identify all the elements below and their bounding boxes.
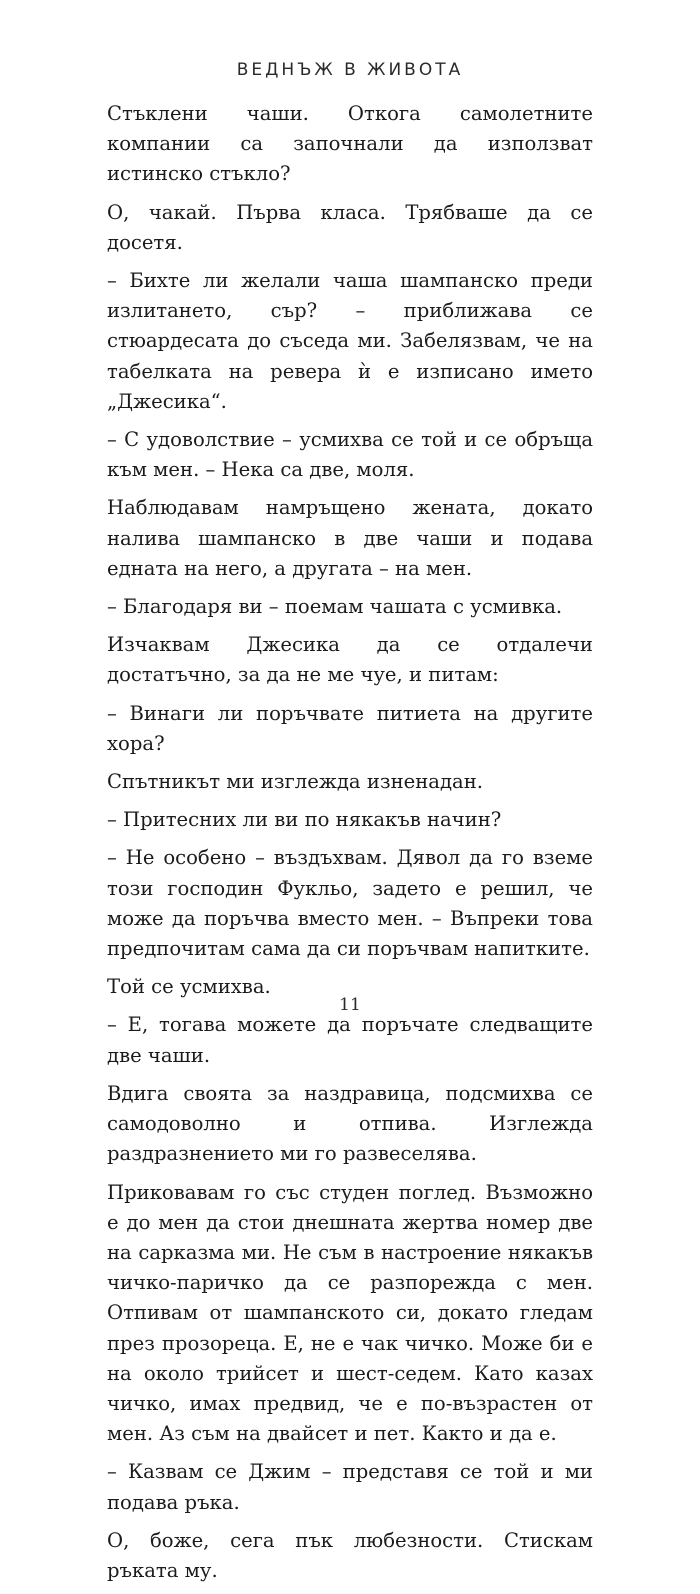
paragraph: Той се усмихва. [107, 975, 271, 999]
paragraph: – Е, тогава можете да поръчате следващите две чаши. [107, 1013, 593, 1067]
paragraph: Наблюдавам намръщено жената, докато налива шампанско в две чаши и подава едната на него, а другата – на мен. [107, 496, 593, 580]
body-text [107, 99, 593, 1594]
running-title: ВЕДНЪЖ В ЖИВОТА [236, 60, 464, 80]
paragraph: – Казвам се Джим – представя се той и ми подава ръка. [107, 1460, 593, 1514]
paragraph: Приковавам го със студен поглед. Възможно е до мен да стои днешната жертва номер две на сарказма ми. Не съм в настроение някакъв чичко-паричко да се разпорежда с мен. Отпивам от шампанското си, докато гледам през прозореца. Е, не е чак чичко. Може би е на около трийсет и шест-седем. Като казах чичко, имах предвид, че е по-възрастен от мен. Аз съм на двайсет и пет. Както и да е. [107, 1180, 593, 1446]
paragraph: О, боже, сега пък любезности. Стискам ръката му. [107, 1528, 593, 1582]
paragraph: Стъклени чаши. Откога самолетните компании са започнали да използват истинско стъкло? [107, 102, 593, 186]
paragraph: – Притесних ли ви по някакъв начин? [107, 808, 502, 832]
paragraph: – Винаги ли поръчвате питиета на другите хора? [107, 701, 593, 755]
paragraph: – Благодаря ви – поемам чашата с усмивка. [107, 595, 563, 619]
paragraph: Вдига своята за наздравица, подсмихва се самодоволно и отпива. Изглежда раздразнението ми го развеселява. [107, 1081, 593, 1166]
paragraph: – С удоволствие – усмихва се той и се обръща към мен. – Нека са две, моля. [107, 428, 593, 482]
paragraph: – Бихте ли желали чаша шампанско преди излитането, сър? – приближава се стюардесата до съседа ми. Забелязвам, че на табелката на ревера ѝ е изписано името „Джесика“. [107, 269, 593, 413]
page-number: 11 [339, 995, 361, 1015]
paragraph: Изчаквам Джесика да се отдалечи достатъчно, за да не ме чуе, и питам: [107, 633, 593, 687]
paragraph: Спътникът ми изглежда изненадан. [107, 770, 484, 794]
paragraph: О, чакай. Първа класа. Трябваше да се досетя. [107, 200, 593, 254]
paragraph: – Не особено – въздъхвам. Дявол да го вземе този господин Фукльо, задето е решил, че може да поръчва вместо мен. – Въпреки това предпочитам сама да си поръчвам напитките. [107, 846, 593, 961]
